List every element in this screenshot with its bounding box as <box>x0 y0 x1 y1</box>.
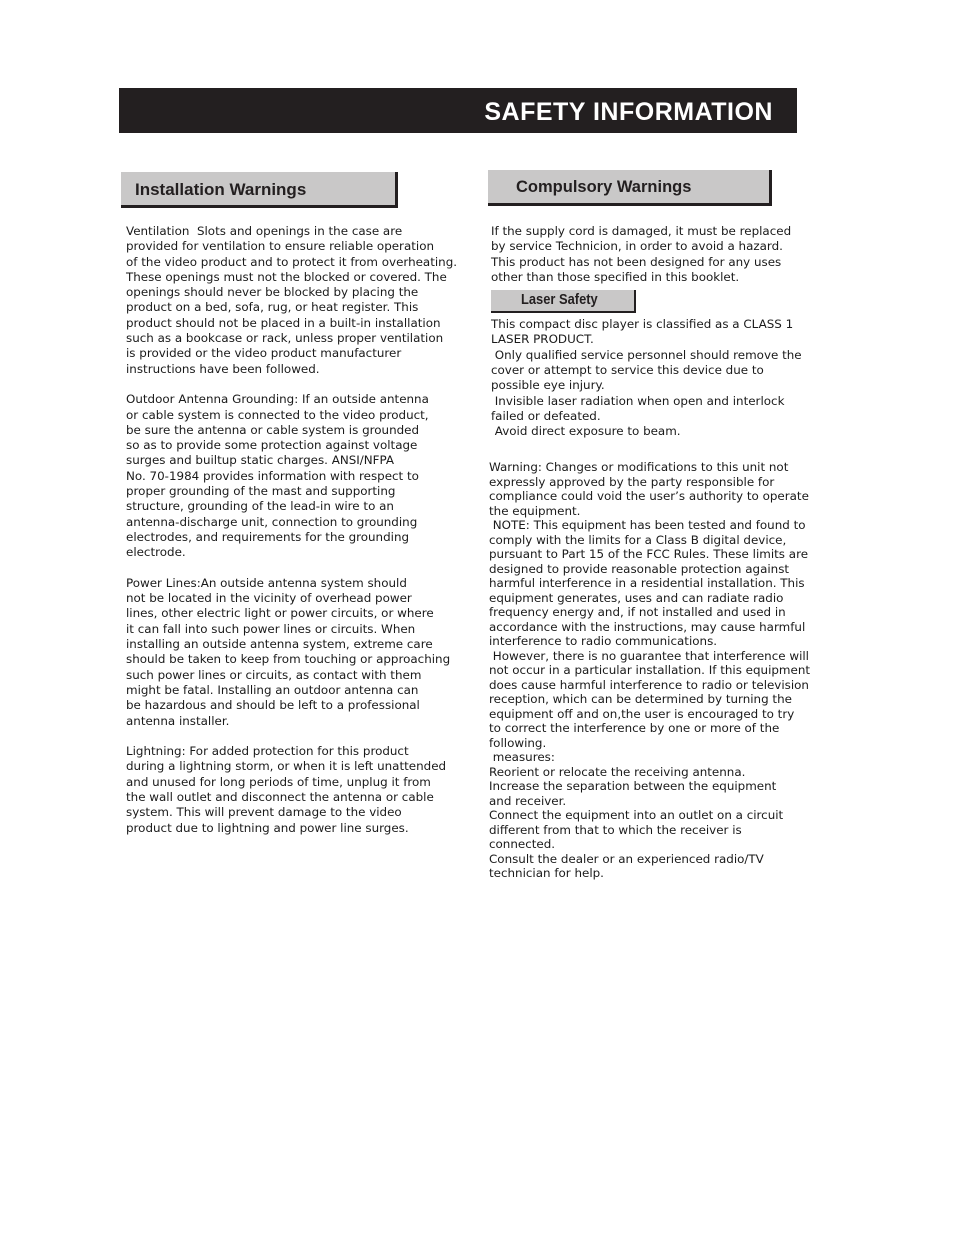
installation-text-line: No. 70-1984 provides information with respect to <box>126 468 419 483</box>
installation-text-line: might be fatal. Installing an outdoor antenna can <box>126 682 419 697</box>
paragraph-gap <box>126 729 457 744</box>
fcc-text-line: connected. <box>489 837 556 851</box>
laser-text-line: Invisible laser radiation when open and interlock <box>491 393 785 408</box>
installation-text-line: proper grounding of the mast and supporting <box>126 484 396 499</box>
fcc-text-line: pursuant to Part 15 of the FCC Rules. These limits are <box>489 547 809 561</box>
installation-text-line: surges and builtup static charges. ANSI/NFPA <box>126 453 395 468</box>
installation-text-line: be sure the antenna or cable system is grounded <box>126 422 420 437</box>
installation-text-line: lines, other electric light or power circuits, or where <box>126 606 434 621</box>
page-title: SAFETY INFORMATION <box>484 98 773 126</box>
installation-text-line: antenna-discharge unit, connection to grounding <box>126 514 418 529</box>
installation-text-line: and unused for long periods of time, unplug it from <box>126 774 431 789</box>
compulsory-text-line: by service Technicion, in order to avoid a hazard. <box>491 239 783 254</box>
compulsory-text-line: If the supply cord is damaged, it must be replaced <box>491 224 792 238</box>
installation-warnings-heading: Installation Warnings <box>135 180 307 199</box>
installation-text-line: instructions have been followed. <box>126 361 320 376</box>
fcc-text-line: accordance with the instructions, may cause harmful <box>489 619 806 634</box>
fcc-text-line: Consult the dealer or an experienced radio/TV <box>489 851 764 866</box>
fcc-text-line: comply with the limits for a Class B digital device, <box>489 532 787 547</box>
installation-text-line: Lightning: For added protection for this product <box>126 744 409 759</box>
fcc-text-line: the equipment. <box>489 503 581 518</box>
compulsory-text-line: This product has not been designed for any uses <box>491 254 782 269</box>
fcc-text-line: Connect the equipment into an outlet on a circuit <box>489 808 784 822</box>
installation-text-line: it can fall into such power lines or circuits. When <box>126 621 416 636</box>
installation-text-line: of the video product and to protect it from overheating. <box>126 254 458 269</box>
laser-text-line: possible eye injury. <box>491 378 605 393</box>
fcc-text-line: Increase the separation between the equipment <box>489 779 777 793</box>
fcc-text-line: measures: <box>489 750 555 764</box>
paragraph-gap <box>126 561 457 576</box>
installation-text-line: Outdoor Antenna Grounding: If an outside antenna <box>126 392 429 407</box>
fcc-text-line: different from that to which the receiver is <box>489 822 742 837</box>
installation-text-line: antenna installer. <box>126 713 230 728</box>
fcc-text-line: following. <box>489 735 547 750</box>
fcc-text-line: However, there is no guarantee that interference will <box>489 648 809 663</box>
laser-text-line: failed or defeated. <box>491 408 601 423</box>
installation-text-line: electrodes, and requirements for the grounding <box>126 529 410 544</box>
installation-text-line: product should not be placed in a built-in installation <box>126 315 441 330</box>
installation-text-line: the wall outlet and disconnect the antenna or cable <box>126 789 434 804</box>
installation-text-line: installing an outside antenna system, extreme care <box>126 637 433 652</box>
installation-text-line: product due to lightning and power line surges. <box>126 820 409 835</box>
laser-text-line: Only qualified service personnel should remove the <box>491 347 802 362</box>
laser-text-line: cover or attempt to service this device due to <box>491 363 764 378</box>
compulsory-warnings-header <box>488 170 772 206</box>
installation-text-line: These openings must not the blocked or covered. The <box>126 269 447 284</box>
installation-text-line: electrode. <box>126 545 186 560</box>
laser-safety-heading: Laser Safety <box>521 291 598 308</box>
compulsory-warnings-heading: Compulsory Warnings <box>516 178 692 196</box>
fcc-text-line: to correct the interference by one or more of the <box>489 721 780 735</box>
fcc-text-line: does cause harmful interference to radio or television <box>489 677 809 692</box>
fcc-text-line: designed to provide reasonable protection against <box>489 561 790 576</box>
installation-warnings-header <box>121 172 398 208</box>
laser-text-line: This compact disc player is classified as a CLASS 1 <box>491 317 794 332</box>
compulsory-laser-body <box>491 224 802 440</box>
installation-warnings-body <box>126 224 457 836</box>
installation-text-line: or cable system is connected to the video product, <box>126 407 429 422</box>
installation-text-line: during a lightning storm, or when it is left unattended <box>126 759 447 774</box>
installation-text-line: such power lines or circuits, as contact with them <box>126 667 422 682</box>
installation-text-line: structure, grounding of the lead-in wire to an <box>126 499 394 514</box>
laser-text-line: LASER PRODUCT. <box>491 332 594 347</box>
fcc-text-line: frequency energy and, if not installed and used in <box>489 605 786 619</box>
fcc-text-line: NOTE: This equipment has been tested and found to <box>489 518 806 532</box>
installation-text-line: openings should never be blocked by placing the <box>126 285 419 300</box>
installation-text-line: Power Lines:An outside antenna system should <box>126 575 407 590</box>
installation-text-line: should be taken to keep from touching or approaching <box>126 652 451 667</box>
installation-text-line: not be located in the vicinity of overhead power <box>126 591 412 606</box>
fcc-text-line: interference to radio communications. <box>489 634 718 648</box>
compulsory-text-line: other than those specified in this booklet. <box>491 269 740 284</box>
fcc-text-line: Warning: Changes or modifications to this unit not <box>489 460 789 474</box>
paragraph-gap <box>126 377 457 392</box>
laser-text-line: Avoid direct exposure to beam. <box>491 424 681 439</box>
fcc-text-line: reception, which can be determined by turning the <box>489 692 792 706</box>
fcc-text-line: compliance could void the user’s authority to operate <box>489 489 809 503</box>
installation-text-line: product on a bed, sofa, rug, or heat register. This <box>126 300 419 315</box>
installation-text-line: provided for ventilation to ensure reliable operation <box>126 239 435 254</box>
fcc-text-line: harmful interference in a residential installation. This <box>489 576 805 590</box>
installation-text-line: is provided or the video product manufacturer <box>126 346 402 361</box>
fcc-text-line: expressly approved by the party responsible for <box>489 474 775 489</box>
laser-safety-header <box>491 290 636 313</box>
installation-text-line: be hazardous and should be left to a professional <box>126 698 420 713</box>
installation-text-line: so as to provide some protection against voltage <box>126 438 418 453</box>
fcc-text-line: technician for help. <box>489 866 604 880</box>
fcc-text-line: and receiver. <box>489 793 567 808</box>
fcc-text-line: not occur in a particular installation. If this equipment <box>489 663 811 677</box>
installation-text-line: such as a bookcase or rack, unless proper ventilation <box>126 331 444 346</box>
fcc-notice-body <box>489 460 810 881</box>
fcc-text-line: equipment generates, uses and can radiate radio <box>489 590 784 605</box>
installation-text-line: system. This will prevent damage to the video <box>126 805 402 820</box>
fcc-text-line: equipment off and on,the user is encouraged to try <box>489 706 795 721</box>
fcc-text-line: Reorient or relocate the receiving antenna. <box>489 764 746 779</box>
installation-text-line: Ventilation Slots and openings in the case are <box>126 224 403 238</box>
page-title-bar <box>119 88 797 133</box>
